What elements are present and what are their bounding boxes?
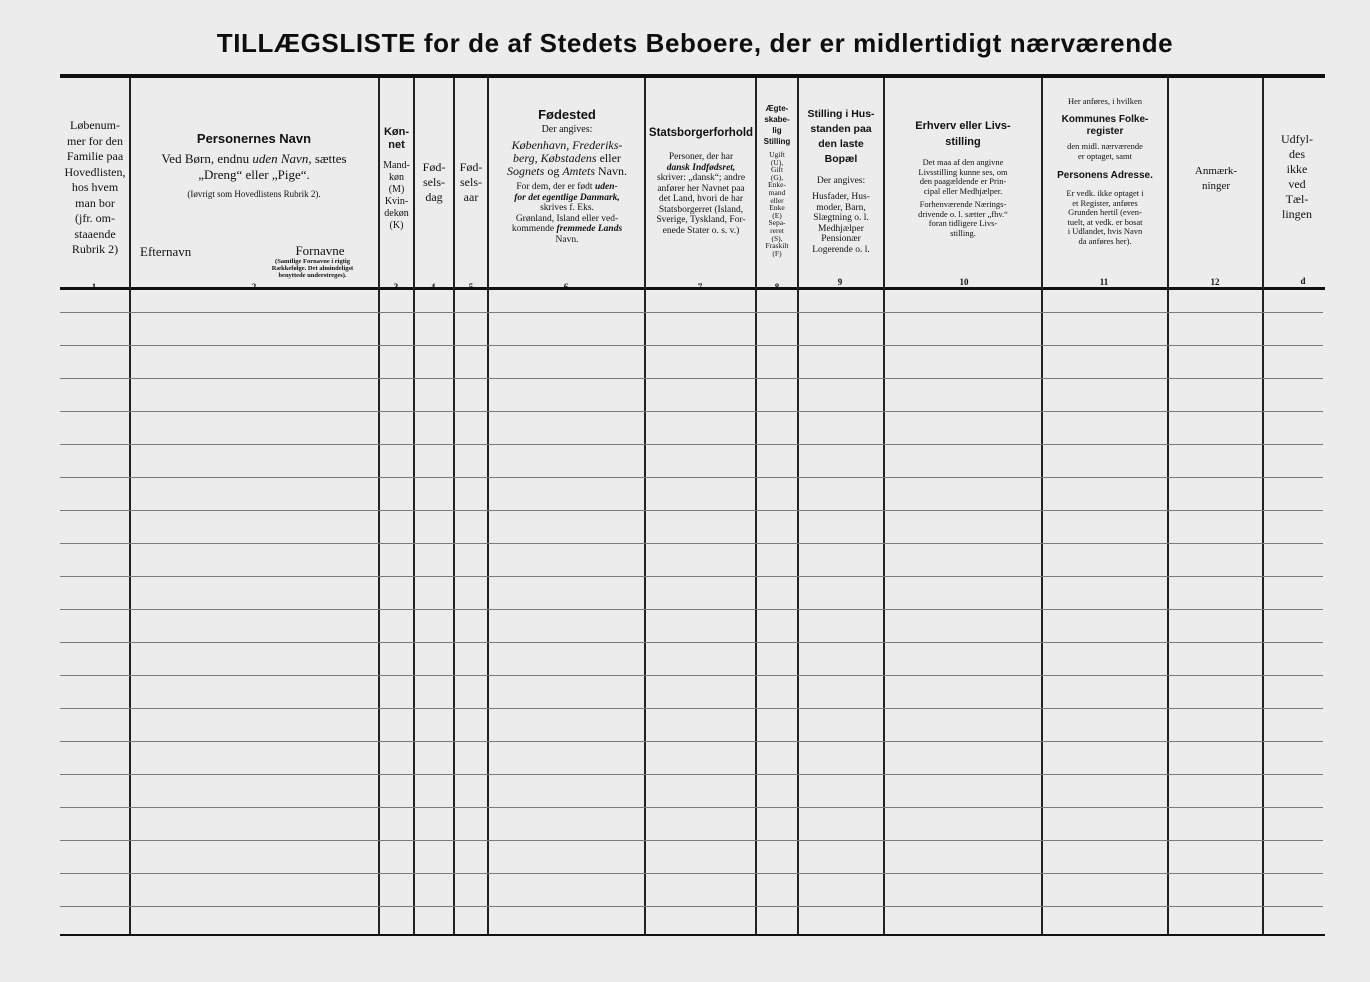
row-ruling-line bbox=[60, 708, 1323, 709]
col3-number: 3 bbox=[393, 282, 399, 292]
col6-it2: Sognets bbox=[506, 164, 545, 178]
row-ruling-line bbox=[60, 510, 1323, 511]
col12-header: Anmærk- ninger bbox=[1194, 165, 1238, 192]
col11-heading: Kommunes Folke- register bbox=[1061, 114, 1149, 137]
col2-fornavne: Fornavne bbox=[295, 243, 345, 258]
col6-it1: København, Frederiks- berg, Købstadens bbox=[511, 138, 623, 165]
col9-heading: Stilling i Hus- standen paa den laste Bopæl bbox=[807, 108, 875, 165]
col9-sub: Der angives: bbox=[816, 176, 866, 186]
col2-line1 bbox=[134, 151, 374, 167]
col11-pre: Her anføres, i hvilken bbox=[1067, 96, 1143, 106]
col8-header bbox=[757, 103, 797, 257]
col10-heading: Erhverv eller Livs- stilling bbox=[915, 120, 1011, 148]
col6-heading: Fødested bbox=[538, 107, 596, 122]
col10-t1: Det maa af den angivne Livsstilling kunne ses, om den paagældende er Prin- cipal eller Medhjælper. bbox=[918, 157, 1008, 196]
cold-number: d bbox=[1300, 276, 1306, 286]
row-ruling-line bbox=[60, 675, 1323, 676]
row-ruling-line bbox=[60, 609, 1323, 610]
col8-number: 8 bbox=[774, 282, 780, 292]
col11-header bbox=[1043, 95, 1167, 246]
col2-efternavn: Efternavn bbox=[140, 244, 192, 259]
col1-header: Løbenum- mer for den Familie paa Hovedlisten, hos hvem man bor (jfr. om- staaende Rubrik 2) bbox=[64, 118, 126, 256]
col6-p2d: fremmede Lands bbox=[556, 224, 623, 234]
col6-p2 bbox=[490, 182, 644, 245]
col7-header bbox=[646, 127, 756, 236]
row-ruling-line bbox=[60, 774, 1323, 775]
col11-t1: den midl. nærværende er optaget, samt bbox=[1067, 141, 1143, 161]
row-ruling-line bbox=[60, 906, 1323, 907]
col6-t3: Navn. bbox=[595, 164, 627, 178]
row-ruling-line bbox=[60, 378, 1323, 379]
row-ruling-line bbox=[60, 444, 1323, 445]
col2-line1c: sættes bbox=[311, 151, 347, 166]
col2-line3: (Iøvrigt som Hovedlistens Rubrik 2). bbox=[187, 189, 321, 199]
bottom-rule bbox=[60, 934, 1325, 936]
col9-header bbox=[799, 107, 883, 255]
col11-t2: Er vedk. ikke optaget i et Register, anføres Grunden hertil (even- tuelt, at vedk. er bosat i Udlandet, hvis Navn da anføres her). bbox=[1066, 188, 1144, 246]
col10-t2: Forhenværende Nærings- drivende o. l. sætter „fhv.“ foran tidligere Livs- stilling. bbox=[918, 199, 1008, 238]
row-ruling-line bbox=[60, 345, 1323, 346]
col6-p2b: uden- for det egentlige Danmark, bbox=[514, 182, 620, 203]
top-rule bbox=[60, 74, 1325, 78]
col6-p2c: skrives f. Eks. Grønland, Island eller ved- kommende bbox=[511, 203, 619, 234]
row-ruling-line bbox=[60, 741, 1323, 742]
row-ruling-line bbox=[60, 642, 1323, 643]
col7-b: dansk Indfødsret, bbox=[666, 162, 736, 173]
col6-sub: Der angives: bbox=[541, 124, 593, 135]
col7-number: 7 bbox=[697, 282, 703, 292]
row-ruling-line bbox=[60, 477, 1323, 478]
col6-it3: Amtets bbox=[562, 164, 595, 178]
col7-c: skriver: „dansk“; andre anfører her Navnet paa det Land, hvori de har Statsborgerret (Island, Sverige, Tyskland, For- enede Stater o. s. v.) bbox=[656, 173, 746, 236]
col2-line1b: uden Navn, bbox=[252, 151, 312, 166]
col4-number: 4 bbox=[430, 282, 436, 292]
col5-header: Fød- sels- aar bbox=[459, 160, 483, 204]
col6-p2a: For dem, der er født bbox=[516, 182, 595, 192]
col6-p1 bbox=[490, 139, 644, 178]
col3-text: Mand- køn (M) Kvin- dekøn (K) bbox=[383, 160, 410, 231]
col9-text: Husfader, Hus- moder, Barn, Slægtning o. l. Medhjælper Pensionær Logerende o. l. bbox=[812, 192, 870, 255]
row-ruling-line bbox=[60, 873, 1323, 874]
col1-number: 1 bbox=[91, 282, 97, 292]
col7-heading: Statsborgerforhold bbox=[648, 127, 754, 139]
col6-header bbox=[490, 108, 644, 245]
cold-header: Udfyl- des ikke ved Tæl- lingen bbox=[1281, 132, 1313, 221]
col9-number: 9 bbox=[837, 277, 843, 287]
col3-header bbox=[380, 126, 413, 232]
col11-heading2: Personens Adresse. bbox=[1057, 170, 1153, 181]
col6-number: 6 bbox=[563, 282, 569, 292]
col8-heading: Ægte- skabe- lig Stilling bbox=[763, 104, 791, 146]
col6-t2: og bbox=[544, 164, 563, 178]
col4-header: Fød- sels- dag bbox=[422, 160, 446, 204]
col2-number: 2 bbox=[251, 282, 257, 292]
col7-a: Personer, der har bbox=[668, 152, 734, 162]
col12-number: 12 bbox=[1210, 277, 1220, 287]
row-ruling-line bbox=[60, 576, 1323, 577]
col11-number: 11 bbox=[1099, 277, 1109, 287]
form-title: TILLÆGSLISTE for de af Stedets Beboere, der er midlertidigt nærværende bbox=[216, 28, 1174, 58]
col2-heading: Personernes Navn bbox=[196, 131, 312, 146]
col6-t1: eller bbox=[596, 151, 621, 165]
col3-heading: Køn- net bbox=[383, 126, 410, 151]
col2-header bbox=[134, 132, 374, 199]
col2-line2: „Dreng“ eller „Pige“. bbox=[198, 167, 310, 182]
col2-fornavne-note: (Samtlige Fornavne i rigtig Rækkefølge. Det almindeligst benyttede understreges). bbox=[271, 258, 354, 279]
col8-text: Ugift (U), Gift (G), Enke- mand eller Enke (E) Sepa- reret (S), Fraskilt (F) bbox=[765, 150, 789, 258]
row-ruling-line bbox=[60, 411, 1323, 412]
col5-number: 5 bbox=[468, 282, 474, 292]
col10-number: 10 bbox=[959, 277, 969, 287]
col10-header bbox=[885, 118, 1041, 238]
row-ruling-line bbox=[60, 840, 1323, 841]
row-ruling-line bbox=[60, 807, 1323, 808]
col6-p2e: Navn. bbox=[555, 234, 579, 245]
row-ruling-line bbox=[60, 312, 1323, 313]
row-ruling-line bbox=[60, 543, 1323, 544]
col2-line1a: Ved Børn, endnu bbox=[161, 151, 253, 166]
